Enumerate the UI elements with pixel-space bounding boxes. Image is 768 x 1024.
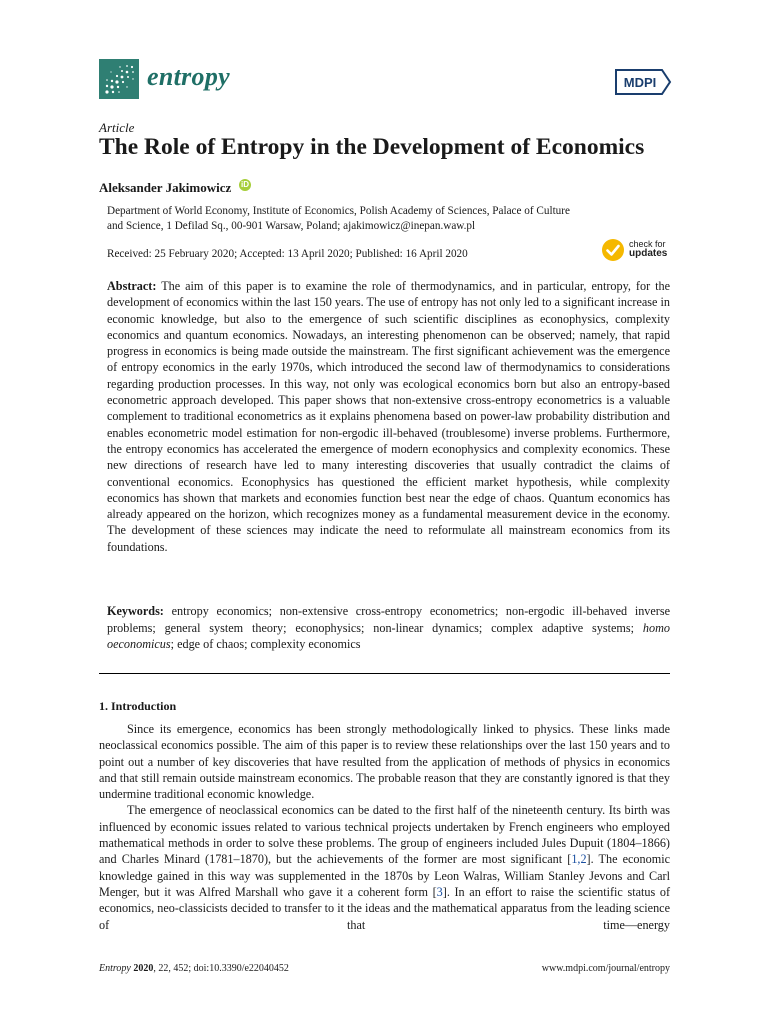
article-type: Article — [99, 120, 135, 135]
entropy-logo-icon — [99, 59, 139, 99]
keywords — [107, 603, 670, 653]
footer-year: 2020 — [133, 963, 154, 974]
keywords-text-end: ; edge of chaos; complexity economics — [170, 637, 361, 651]
orcid-icon[interactable]: iD — [241, 180, 249, 189]
citation-link[interactable]: 3 — [436, 884, 443, 899]
publisher-name: MDPI — [623, 75, 657, 90]
citation-link[interactable]: 1,2 — [571, 852, 587, 867]
paragraph: Since its emergence, economics has been strongly methodologically linked to physics. These links made neoclassical economics possible. The aim of this paper is to review these relationships over the last 150 years and to point out a number of key discoveries that have resulted from the application of methods of physics in economics and that still remain outside mainstream economics. The probable reason that they are constantly ignored is that they undermine traditional economic knowledge. — [99, 722, 670, 802]
section-heading: 1. Introduction — [99, 699, 177, 713]
abstract-text: The aim of this paper is to examine the role of thermodynamics, and in particular, entropy, for the development of economics within the last 150 years. The use of entropy has not only led to a significant increase in economic knowledge, but also to the emergence of such scientific disciplines as econophysics, complexity economics and quantum economics. Nowadays, an interesting phenomenon can be observed; namely, that rapid progress in economics is being made outside the mainstream. The first significant achievement was the emergence of entropy economics in the early 1970s, which introduced the second law of thermodynamics to considerations regarding production processes. In this way, not only was ecological economics born but also an entropy-based econometric approach developed. This paper shows that non-extensive cross-entropy econometrics is a valuable complement to traditional econometrics as it explains phenomena based on power-law probability distribution and enables econometric model estimation for non-ergodic ill-behaved (troublesome) inverse problems. Furthermore, the entropy economics has accelerated the emergence of modern econophysics and complexity economics. These new directions of research have led to many interesting discoveries that usually contradict the claims of conventional economics. Econophysics has questioned the efficient market hypothesis, while complexity economics has shown that markets and economies function best near the edge of chaos. Quantum economics has already appeared on the horizon, which recognizes money as a fundamental measurement device in the economy. The development of these sciences may indicate the need to reformulate all mainstream economics from its foundations. — [107, 279, 670, 554]
abstract — [107, 278, 670, 555]
check-updates-line1: check for — [629, 239, 666, 249]
mdpi-logo-icon — [610, 67, 672, 97]
check-updates-icon — [601, 238, 625, 262]
affiliation-line: and Science, 1 Defilad Sq., 00-901 Warsaw, Poland; ajakimowicz@inepan.waw.pl — [107, 220, 476, 232]
section-divider — [99, 673, 670, 674]
journal-name: entropy — [147, 62, 230, 91]
publication-dates: Received: 25 February 2020; Accepted: 13 April 2020; Published: 16 April 2020 — [107, 248, 468, 260]
keywords-label: Keywords: — [107, 604, 164, 618]
footer-citation — [99, 963, 289, 974]
affiliation-line: Department of World Economy, Institute of Economics, Polish Academy of Sciences, Palace of Culture — [107, 205, 570, 217]
check-for-updates-badge[interactable] — [601, 238, 673, 262]
keywords-italic: homo oeconomicus — [107, 620, 670, 651]
footer-doi: , 22, 452; doi:10.3390/e22040452 — [153, 963, 289, 974]
footer-journal: Entropy — [99, 963, 131, 974]
check-updates-line2: updates — [629, 248, 668, 259]
check-updates-label — [629, 239, 667, 259]
paragraph-text: The emergence of neoclassical economics can be dated to the first half of the nineteenth century. Its birth was influenced by economic issues related to various technical projects undertaken by French engineers who employed mathematical methods in order to solve these problems. The group of engineers included Jules Dupuit (1804–1866) and Charles Minard (1781–1870), but the achievements of the former are most significant [ — [99, 803, 670, 867]
body-text — [99, 721, 670, 933]
paragraph-text: ]. In an effort to raise the scientific status of economics, neo-classicists decided to transfer to it the ideas and the mathematical apparatus from the leading science of that time—energy — [99, 884, 670, 932]
footer-url[interactable]: www.mdpi.com/journal/entropy — [541, 963, 670, 974]
abstract-label: Abstract: — [107, 279, 157, 293]
keywords-text: entropy economics; non-extensive cross-entropy econometrics; non-ergodic ill-behaved inverse problems; general system theory; econophysics; non-linear dynamics; complex adaptive systems; — [107, 604, 671, 635]
paragraph-text: ]. The economic knowledge gained in this way was supplemented in the 1870s by Leon Walras, William Stanley Jevons and Carl Menger, but it was Alfred Marshall who gave it a coherent form [ — [99, 852, 670, 899]
article-title: The Role of Entropy in the Development of Economics — [99, 134, 645, 160]
author-name: Aleksander Jakimowicz — [99, 180, 232, 195]
paragraph — [99, 802, 670, 932]
affiliation — [107, 204, 667, 234]
